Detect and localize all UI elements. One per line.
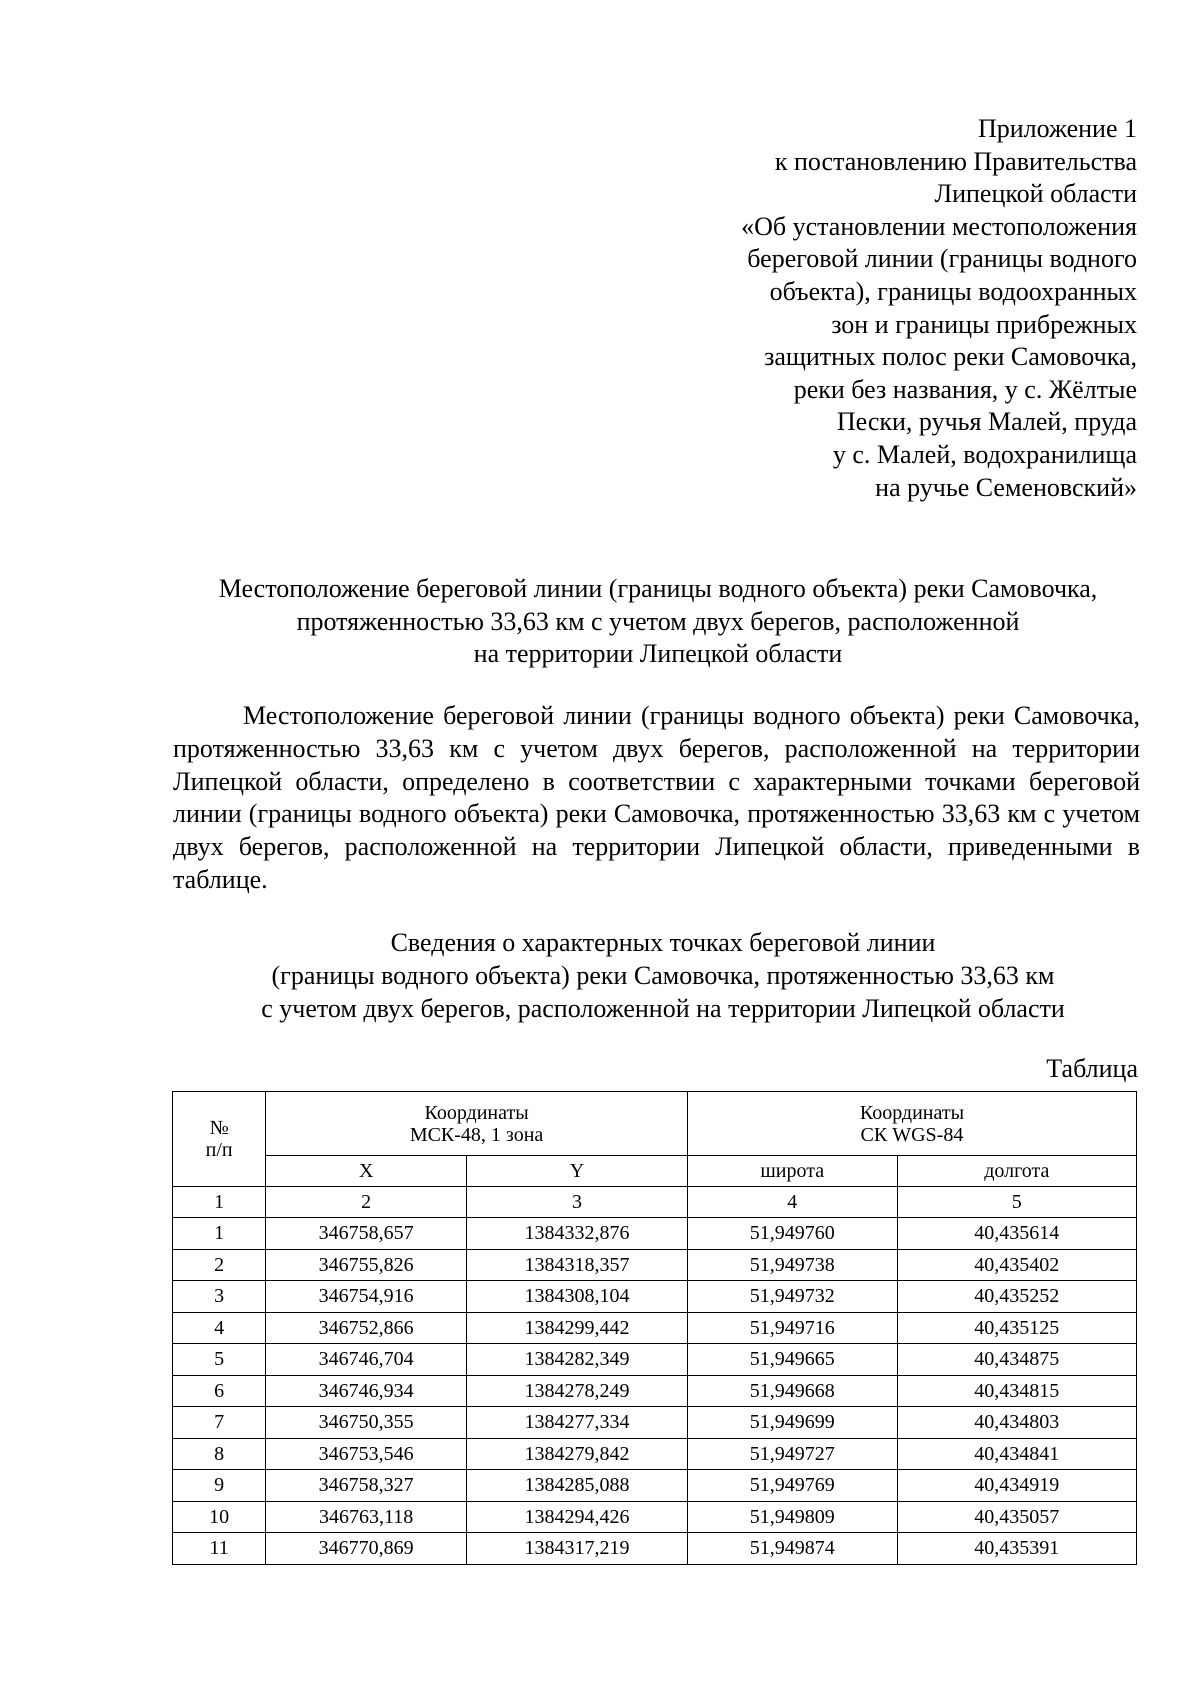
row-number-cell: 1 [173,1218,266,1250]
row-number-cell: 3 [173,1281,266,1313]
latitude-cell: 51,949874 [687,1533,897,1565]
longitude-cell: 40,435614 [897,1218,1136,1250]
row-number-cell: 5 [173,1344,266,1376]
annex-line: Приложение 1 [977,114,1137,143]
title-line: на территории Липецкой области [473,639,843,668]
y-cell: 1384308,104 [467,1281,688,1313]
table-row [173,1438,1137,1470]
latitude-cell: 51,949716 [687,1312,897,1344]
latitude-cell: 51,949760 [687,1218,897,1250]
y-column-header: Y [467,1156,688,1187]
table-row [173,1501,1137,1533]
longitude-cell: 40,434919 [897,1470,1136,1502]
annex-line: на ручье Семеновский» [875,472,1137,502]
annex-line: зон и границы прибрежных [831,309,1137,339]
row-number-cell: 2 [173,1249,266,1281]
latitude-cell: 51,949769 [687,1470,897,1502]
document-title [160,573,1156,671]
x-cell: 346750,355 [266,1407,467,1439]
longitude-cell: 40,435057 [897,1501,1136,1533]
table-title-line: Сведения о характерных точках береговой линии [390,928,936,957]
x-cell: 346752,866 [266,1312,467,1344]
column-number: 5 [897,1187,1136,1218]
latitude-cell: 51,949727 [687,1438,897,1470]
table-row [173,1470,1137,1502]
latitude-cell: 51,949699 [687,1407,897,1439]
y-cell: 1384332,876 [467,1218,688,1250]
table-row [173,1281,1137,1313]
table-row [173,1249,1137,1281]
x-cell: 346763,118 [266,1501,467,1533]
x-cell: 346755,826 [266,1249,467,1281]
latitude-cell: 51,949738 [687,1249,897,1281]
x-cell: 346746,934 [266,1375,467,1407]
annex-line: реки без названия, у с. Жёлтые [793,374,1137,404]
row-number-cell: 4 [173,1312,266,1344]
row-number-cell: 7 [173,1407,266,1439]
column-number: 4 [687,1187,897,1218]
column-number: 3 [467,1187,688,1218]
msk48-header-line2: МСК-48, 1 зона [409,1123,544,1146]
table-title [200,926,1126,1025]
y-cell: 1384282,349 [467,1344,688,1376]
table-row [173,1375,1137,1407]
x-cell: 346746,704 [266,1344,467,1376]
table-row [173,1533,1137,1565]
y-cell: 1384277,334 [467,1407,688,1439]
y-cell: 1384279,842 [467,1438,688,1470]
x-cell: 346754,916 [266,1281,467,1313]
annex-line: у с. Малей, водохранилища [832,439,1137,469]
table-header-row [173,1092,1137,1156]
y-cell: 1384278,249 [467,1375,688,1407]
longitude-column-header: долгота [897,1156,1136,1187]
y-cell: 1384318,357 [467,1249,688,1281]
y-cell: 1384294,426 [467,1501,688,1533]
wgs84-header-line2: СК WGS-84 [860,1123,964,1146]
table-title-line: с учетом двух берегов, расположенной на территории Липецкой области [261,994,1065,1023]
y-cell: 1384317,219 [467,1533,688,1565]
title-line: Местоположение береговой линии (границы водного объекта) реки Самовочка, [218,574,1098,603]
annex-header [600,113,1137,504]
wgs84-group-header [687,1092,1136,1156]
annex-line: к постановлению Правительства [774,146,1137,176]
x-cell: 346753,546 [266,1438,467,1470]
latitude-cell: 51,949665 [687,1344,897,1376]
longitude-cell: 40,435402 [897,1249,1136,1281]
msk48-header-line1: Координаты [424,1101,529,1124]
longitude-cell: 40,435125 [897,1312,1136,1344]
msk48-group-header [266,1092,688,1156]
table-body [173,1218,1137,1565]
number-abbrev: п/п [205,1139,233,1161]
table-row [173,1407,1137,1439]
annex-line: объекта), границы водоохранных [769,276,1137,306]
column-number: 1 [173,1187,266,1218]
annex-line: Липецкой области [934,179,1137,209]
latitude-cell: 51,949809 [687,1501,897,1533]
longitude-cell: 40,434803 [897,1407,1136,1439]
body-paragraph: Местоположение береговой линии (границы водного объекта) реки Самовочка, протяженностью 33,63 км с учетом двух берегов, расположенной на территории Липецкой области, определено в соответствии с характерными точками береговой линии (границы водного объекта) реки Самовочка, протяженностью 33,63 км с учетом двух берегов, расположенной на территории Липецкой области, приведенными в таблице. [173,701,1140,894]
column-number-row [173,1187,1137,1218]
annex-line: «Об установлении местоположения [741,211,1137,241]
row-number-cell: 10 [173,1501,266,1533]
wgs84-header-line1: Координаты [859,1101,965,1124]
row-number-cell: 6 [173,1375,266,1407]
number-column-header [173,1092,266,1187]
annex-line: защитных полос реки Самовочка, [764,342,1137,372]
column-number: 2 [266,1187,467,1218]
annex-line: береговой линии (границы водного [747,244,1137,274]
x-column-header: X [266,1156,467,1187]
x-cell: 346758,327 [266,1470,467,1502]
coordinates-table [172,1091,1137,1565]
annex-line: Пески, ручья Малей, пруда [836,407,1137,437]
y-cell: 1384299,442 [467,1312,688,1344]
table-row [173,1344,1137,1376]
table-row [173,1218,1137,1250]
table-row [173,1312,1137,1344]
longitude-cell: 40,435252 [897,1281,1136,1313]
y-cell: 1384285,088 [467,1470,688,1502]
table-label: Таблица [1046,1054,1138,1083]
row-number-cell: 9 [173,1470,266,1502]
number-sign: № [209,1117,229,1139]
longitude-cell: 40,434875 [897,1344,1136,1376]
table-subheader-row [173,1156,1137,1187]
longitude-cell: 40,434841 [897,1438,1136,1470]
x-cell: 346758,657 [266,1218,467,1250]
row-number-cell: 8 [173,1438,266,1470]
row-number-cell: 11 [173,1533,266,1565]
latitude-cell: 51,949668 [687,1375,897,1407]
x-cell: 346770,869 [266,1533,467,1565]
longitude-cell: 40,435391 [897,1533,1136,1565]
longitude-cell: 40,434815 [897,1375,1136,1407]
title-line: протяженностью 33,63 км с учетом двух берегов, расположенной [296,606,1020,636]
latitude-cell: 51,949732 [687,1281,897,1313]
table-title-line: (границы водного объекта) реки Самовочка, протяженностью 33,63 км [271,961,1055,990]
latitude-column-header: широта [687,1156,897,1187]
